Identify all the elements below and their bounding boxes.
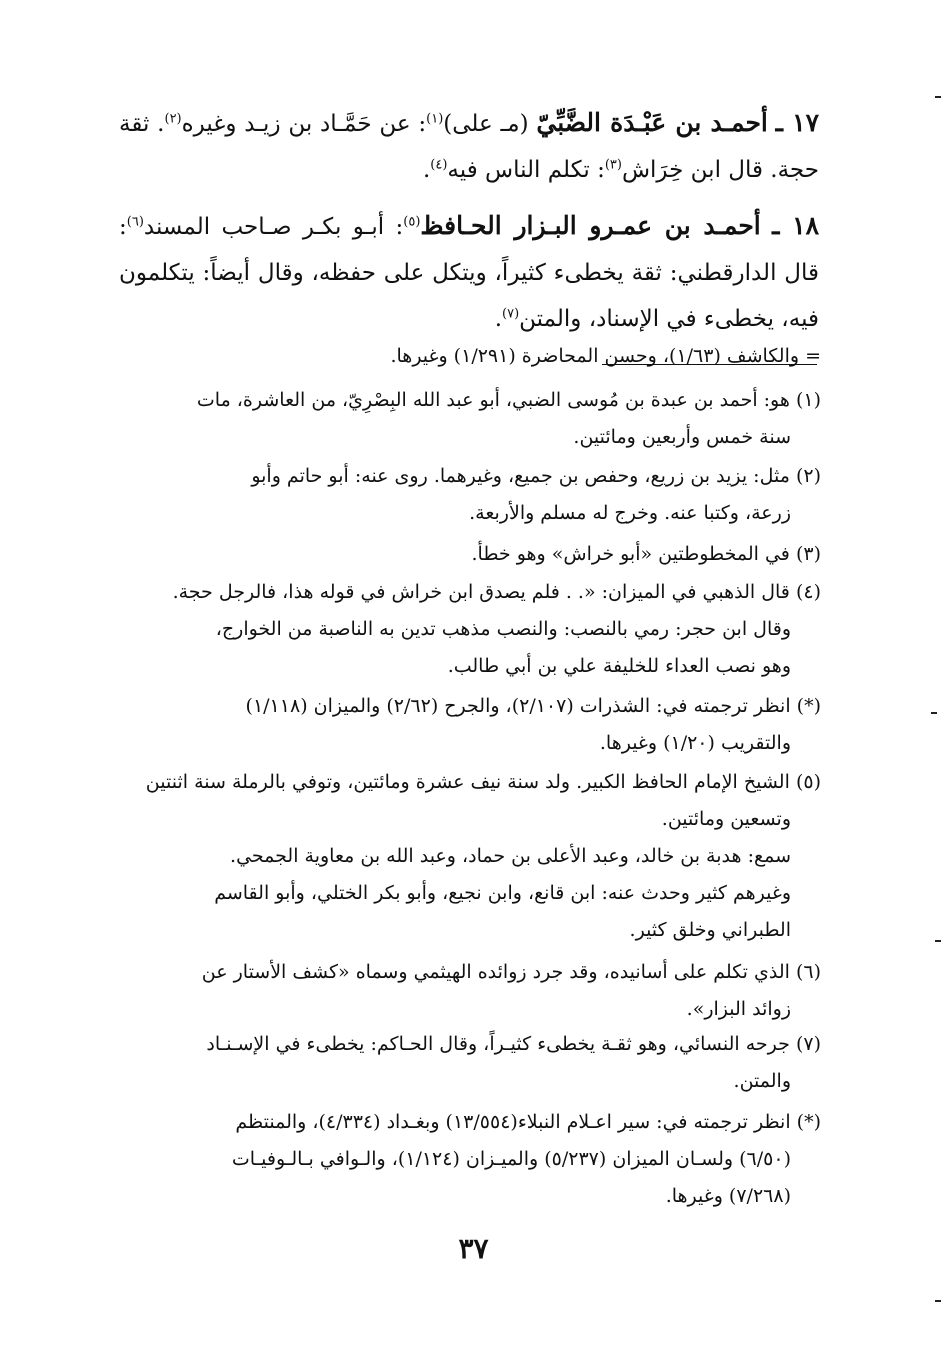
footnote-ref[interactable]: (٥) [403, 214, 421, 230]
footnote-text: الذي تكلم على أسانيده، وقد جرد زوائده الهيثمي وسماه «كشف الأستار عن [201, 961, 790, 983]
footnote-text: انظر ترجمته في: سير اعـلام النبلاء(١٣/٥٥٤) وبغـداد (٤/٣٣٤)، والمنتظم [235, 1111, 791, 1133]
footnote-3 [121, 536, 821, 573]
footnote-6 [121, 954, 821, 1028]
footnote-ref[interactable]: (١) [426, 111, 444, 127]
footnote-text: هو: أحمد بن عبدة بن مُوسى الضبي، أبو عبد الله البِصْرِيّ، من العاشرة، مات [196, 389, 790, 411]
footnote-ref[interactable]: (٢) [164, 111, 182, 127]
page-number: ٣٧ [458, 1232, 489, 1265]
entry-note: (مـ على) [443, 111, 529, 137]
entry-number: ١٧ ـ [775, 108, 820, 137]
footnote-label: (*) [796, 695, 821, 717]
footnote-label: (٣) [795, 543, 821, 565]
entry-18 [119, 203, 819, 342]
footnote-text: وهو نصب العداء للخليفة علي بن أبي طالب. [447, 655, 791, 677]
footnote-label: (١) [795, 389, 821, 411]
scan-mark [931, 712, 937, 714]
footnote-text: في المخطوطتين «أبو خراش» وهو خطأ. [471, 543, 790, 565]
footnote-ref[interactable]: (٣) [604, 157, 622, 173]
entry-name: أحمـد بن عَبْـدَة الضَّبِّيّ [536, 108, 768, 137]
footnote-1 [121, 382, 821, 456]
scan-mark [935, 96, 941, 98]
entry-text: . [422, 157, 431, 183]
entry-text: . [494, 306, 503, 332]
footnote-text: (٦/٥٠) ولسـان الميزان (٥/٢٣٧) والميـزان (١/١٢٤)، والـوافي بـالـوفيـات [231, 1148, 791, 1170]
footnote-star-1 [121, 688, 821, 762]
footnote-label: (٥) [795, 771, 821, 793]
footnote-label: (*) [796, 1111, 821, 1133]
footnote-7 [121, 1026, 821, 1100]
footnote-text: جرحه النسائي، وهو ثقـة يخطىء كثيـراً، وقال الحـاكم: يخطىء في الإسـنـاد [206, 1033, 790, 1055]
scan-mark [935, 940, 941, 942]
entry-text: : عن حَمَّـاد بن زيـد وغيره [181, 111, 427, 137]
footnote-continued [121, 338, 821, 375]
footnote-label: (٢) [795, 465, 821, 487]
footnote-text: وغيرهم كثير وحدث عنه: ابن قانع، وابن نجيع، وأبو بكر الختلي، وأبو القاسم [214, 882, 791, 904]
footnote-2 [121, 458, 821, 532]
entry-name: أحمـد بن عمـرو البـزار الحـافظ [420, 211, 761, 240]
scan-mark [935, 1300, 941, 1302]
footnote-text: وقال ابن حجر: رمي بالنصب: والنصب مذهب تدين به الناصبة من الخوارج، [215, 618, 791, 640]
footnote-5 [121, 764, 821, 949]
footnote-4 [121, 574, 821, 685]
footnote-text: الشيخ الإمام الحافظ الكبير. ولد سنة نيف عشرة ومائتين، وتوفي بالرملة سنة اثنتين [145, 771, 790, 793]
footnote-text: مثل: يزيد بن زريع، وحفص بن جميع، وغيرهما. روى عنه: أبو حاتم وأبو [251, 465, 790, 487]
footnote-ref[interactable]: (٧) [502, 306, 520, 322]
footnote-text: (٧/٢٦٨) وغيرها. [665, 1185, 791, 1207]
footnote-text: زرعة، وكتبا عنه. وخرج له مسلم والأربعة. [469, 502, 791, 524]
footnote-label: (٧) [795, 1033, 821, 1055]
footnote-text: الطبراني وخلق كثير. [629, 919, 791, 941]
footnote-text: سنة خمس وأربعين ومائتين. [573, 426, 791, 448]
entry-text: : قال الدارقطني: ثقة يخطىء كثيراً، ويتكل على حفظه، وقال أيضاً: يتكلمون فيه، يخطىء في الإسناد، والمتن [119, 214, 819, 332]
footnote-ref[interactable]: (٦) [126, 214, 144, 230]
footnote-text: وتسعين ومائتين. [661, 808, 791, 830]
entry-text: : أبـو بكـر صـاحب المسند [143, 214, 404, 240]
footnote-text: زوائد البزار». [686, 998, 791, 1020]
entry-17 [119, 100, 819, 193]
entry-text: : تكلم الناس فيه [447, 157, 605, 183]
entry-number: ١٨ ـ [772, 211, 819, 240]
entry-text: . ثقة حجة. قال ابن خِرَاش [119, 111, 819, 183]
footnote-text: انظر ترجمته في: الشذرات (٢/١٠٧)، والجرح (٢/٦٢) والميزان (١/١١٨) [245, 695, 791, 717]
footnote-star-2 [121, 1104, 821, 1215]
footnote-text: سمع: هدبة بن خالد، وعبد الأعلى بن حماد، وعبد الله بن معاوية الجمحي. [230, 845, 791, 867]
footnote-text: والمتن. [733, 1070, 791, 1092]
main-text [119, 100, 819, 352]
footnote-text: = والكاشف (١/٦٣)، وحسن المحاضرة (١/٢٩١) وغيرها. [390, 345, 821, 367]
footnote-text: قال الذهبي في الميزان: «. . فلم يصدق ابن خراش في قوله هذا، فالرجل حجة. [172, 581, 790, 603]
footnote-label: (٤) [795, 581, 821, 603]
footnote-text: والتقريب (١/٢٠) وغيرها. [599, 732, 791, 754]
footnote-label: (٦) [795, 961, 821, 983]
footnote-ref[interactable]: (٤) [430, 157, 448, 173]
